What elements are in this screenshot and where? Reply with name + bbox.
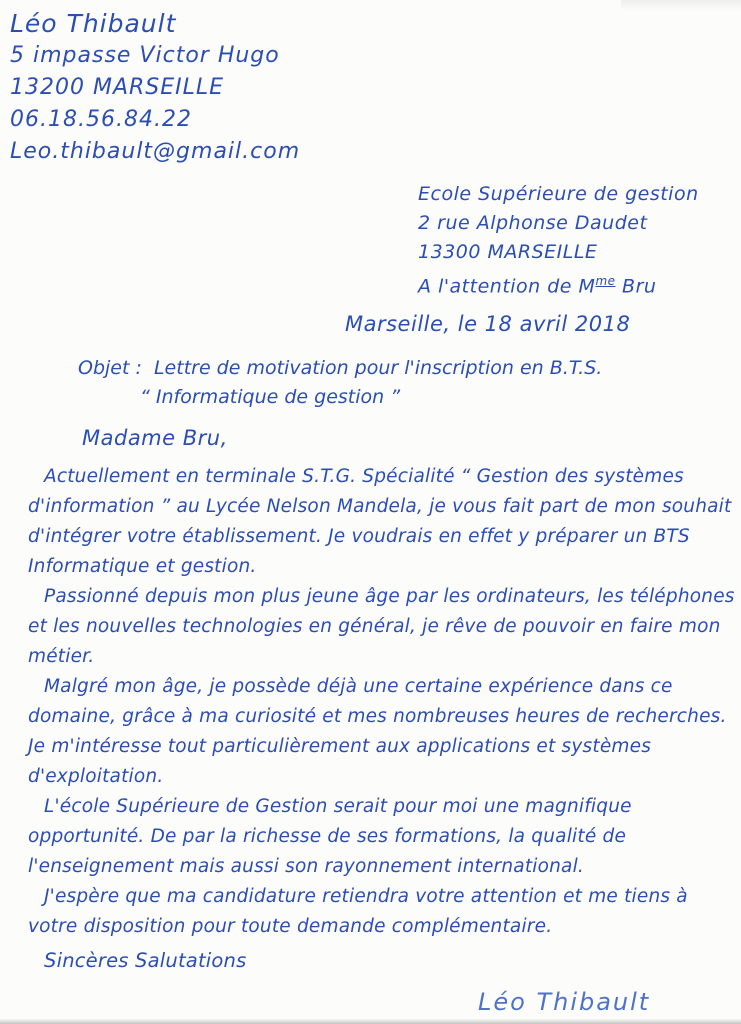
subject-line2: “ Informatique de gestion ” — [140, 386, 401, 408]
attention-suffix: Bru — [615, 275, 657, 298]
body-paragraph: Passionné depuis mon plus jeune âge par les ordinateurs, les téléphones et les nouvelles technologies en général, je rêve de pouvoir en faire mon métier. — [28, 586, 735, 667]
attention-prefix: A l'attention de M — [418, 275, 596, 298]
letter-body — [28, 462, 736, 976]
attention-superscript: me — [595, 274, 616, 288]
sender-email: Leo.thibault@gmail.com — [10, 139, 301, 164]
recipient-block — [418, 180, 699, 301]
sender-block — [10, 8, 300, 168]
signature: Léo Thibault — [478, 988, 651, 1016]
subject-text: Lettre de motivation pour l'inscription en B.T.S. — [153, 357, 603, 379]
date-line: Marseille, le 18 avril 2018 — [345, 312, 631, 336]
recipient-address-line2: 13300 MARSEILLE — [418, 241, 598, 263]
body-paragraph: J'espère que ma candidature retiendra votre attention et me tiens à votre disposition pour toute demande complémentaire. — [28, 886, 688, 937]
body-paragraph: Actuellement en terminale S.T.G. Spécialité “ Gestion des systèmes d'information ” au Lycée Nelson Mandela, je vous fait part de mon souhait d'intégrer votre établissement. Je voudrais en effet y préparer un BTS Informatique et gestion. — [28, 466, 732, 577]
scan-shadow — [621, 0, 741, 10]
closing-line: Sincères Salutations — [44, 949, 247, 972]
subject-line1 — [78, 354, 698, 383]
salutation: Madame Bru, — [82, 426, 228, 450]
recipient-address-line1: 2 rue Alphonse Daudet — [418, 212, 648, 234]
subject-label: Objet : — [78, 357, 142, 379]
body-paragraph: L'école Supérieure de Gestion serait pour moi une magnifique opportunité. De par la richesse de ses formations, la qualité de l'enseignement mais aussi son rayonnement international. — [28, 796, 632, 877]
recipient-attention-line — [418, 267, 699, 301]
sender-phone: 06.18.56.84.22 — [10, 107, 192, 132]
scan-edge — [0, 1019, 741, 1024]
subject-block — [78, 354, 698, 412]
sender-address-line2: 13200 MARSEILLE — [10, 75, 225, 100]
sender-name: Léo Thibault — [10, 9, 177, 38]
sender-address-line1: 5 impasse Victor Hugo — [10, 43, 280, 68]
body-paragraph: Malgré mon âge, je possède déjà une certaine expérience dans ce domaine, grâce à ma curiosité et mes nombreuses heures de recherches. Je m'intéresse tout particulièrement aux applications et systèmes d'exploitation. — [28, 676, 727, 787]
recipient-organization: Ecole Supérieure de gestion — [418, 183, 699, 205]
